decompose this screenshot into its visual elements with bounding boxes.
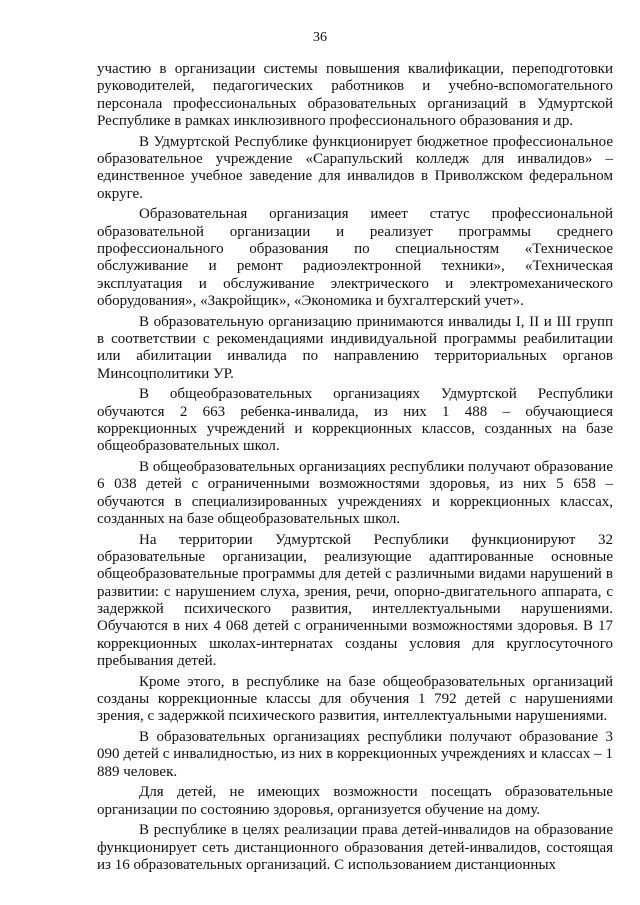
paragraph: На территории Удмуртской Республики функционируют 32 образовательные организации, реализующие адаптированные основные общеобразовательные программы для детей с различными видами нарушений в развитии: с нарушением слуха, зрения, речи, опорно-двигательного аппарата, с задержкой психического развития, интеллектуальными нарушениями. Обучаются в них 4 068 детей с ограниченными возможностями здоровья. В 17 коррекционных школах-интернатах созданы условия для круглосуточного пребывания детей. bbox=[97, 531, 613, 669]
paragraph: участию в организации системы повышения квалификации, переподготовки руководителей, педагогических работников и учебно-вспомогательного персонала профессиональных образовательных организаций в Удмуртской Республике в рамках инклюзивного профессионального образования и др. bbox=[97, 61, 613, 129]
page-number: 36 bbox=[313, 30, 327, 45]
paragraph: В образовательную организацию принимаются инвалиды I, II и III групп в соответствии с рекомендациями индивидуальной программы реабилитации или абилитации инвалида по направлению территориальных органов Минсоцполитики УР. bbox=[97, 313, 613, 382]
paragraph: В Удмуртской Республике функционирует бюджетное профессиональное образовательное учреждение «Сарапульский колледж для инвалидов» – единственное учебное заведение для инвалидов в Приволжском федеральном округе. bbox=[97, 133, 613, 202]
paragraph: Образовательная организация имеет статус профессиональной образовательной организации и реализует программы среднего профессионального образования по специальностям «Техническое обслуживание и ремонт радиоэлектронной техники», «Техническая эксплуатация и обслуживание электрического и электромеханического оборудования», «Закройщик», «Экономика и бухгалтерский учет». bbox=[97, 206, 613, 309]
paragraph: В общеобразовательных организациях Удмуртской Республики обучаются 2 663 ребенка-инвалида, из них 1 488 – обучающиеся коррекционных учреждений и коррекционных классов, созданных на базе общеобразовательных школ. bbox=[97, 386, 613, 455]
paragraph: Для детей, не имеющих возможности посещать образовательные организации по состоянию здоровья, организуется обучение на дому. bbox=[97, 784, 613, 818]
paragraph: В образовательных организациях республики получают образование 3 090 детей с инвалидностью, из них в коррекционных учреждениях и классах – 1 889 человек. bbox=[97, 728, 613, 780]
paragraph: В общеобразовательных организациях республики получают образование 6 038 детей с ограниченными возможностями здоровья, из них 5 658 – обучаются в специализированных учреждениях и коррекционных классах, созданных на базе общеобразовательных школ. bbox=[97, 459, 613, 527]
paragraph: Кроме этого, в республике на базе общеобразовательных организаций созданы коррекционные классы для обучения 1 792 детей с нарушениями зрения, с задержкой психического развития, интеллектуальными нарушениями. bbox=[97, 673, 613, 725]
paragraph: В республике в целях реализации права детей-инвалидов на образование функционирует сеть дистанционного образования детей-инвалидов, состоящая из 16 образовательных организаций. С использованием дистанционных bbox=[97, 822, 613, 874]
document-body bbox=[97, 61, 613, 878]
